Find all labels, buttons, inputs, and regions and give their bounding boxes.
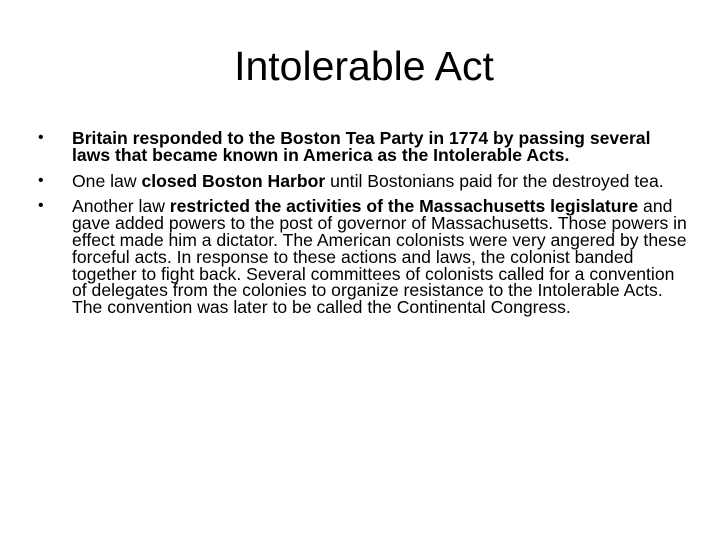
bullet-icon: • xyxy=(38,197,44,215)
bullet-text xyxy=(72,196,687,317)
bullet-item xyxy=(38,198,688,316)
slide-title: Intolerable Act xyxy=(234,43,494,89)
plain-text: Another law xyxy=(72,196,170,217)
bullet-icon: • xyxy=(38,129,44,146)
bullet-item xyxy=(38,170,688,191)
bullet-list xyxy=(38,130,688,325)
plain-text: until Bostonians paid for the destroyed tea. xyxy=(325,170,664,191)
bold-text: Britain responded to the Boston Tea Party in 1774 by passing several laws that became known in America as the Intolerable Acts. xyxy=(72,128,651,165)
bold-text: closed Boston Harbor xyxy=(141,170,326,191)
bullet-text xyxy=(72,128,650,165)
plain-text: and gave added powers to the post of governor of Massachusetts. Those powers in effect made him a dictator. The American colonists were very angered by these forceful acts. In response to these actions and laws, the colonist banded together to fight back. Several committees of colonists called for a convention of delegates from the colonies to organize resistance to the Intolerable Acts. The convention was later to be called the Continental Congress. xyxy=(72,196,687,318)
bullet-item xyxy=(38,130,688,164)
bold-text: restricted the activities of the Massachusetts legislature xyxy=(169,196,639,217)
bullet-text xyxy=(72,171,664,191)
plain-text: One law xyxy=(72,170,142,191)
bullet-icon: • xyxy=(38,171,44,189)
